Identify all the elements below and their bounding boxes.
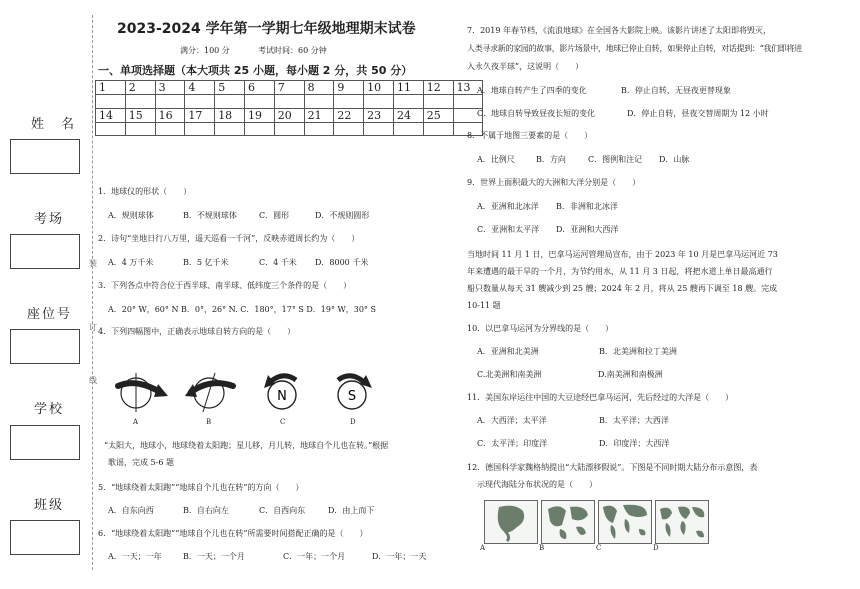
q11-option-a: A．大西洋；太平洋 — [477, 416, 547, 425]
seat-number-field[interactable] — [10, 329, 80, 364]
answer-cell-blank[interactable] — [185, 122, 215, 136]
q6-option-c: C．一年；一个月 — [283, 552, 346, 561]
panama-passage-4: 10-11 题 — [467, 301, 501, 310]
question-12-line-2: 示现代海陆分布状况的是（ ） — [477, 480, 597, 489]
q11-option-b: B．太平洋；大西洋 — [599, 416, 669, 425]
answer-cell-blank[interactable] — [244, 95, 274, 109]
answer-cell-blank[interactable] — [393, 122, 423, 136]
q4-letter-b: B — [206, 418, 212, 426]
drift-map-c — [598, 500, 652, 544]
answer-cell-blank[interactable] — [274, 95, 304, 109]
north-pole-label: N — [277, 389, 287, 404]
q4-figure-d — [332, 366, 376, 414]
drift-map-letter-a: A — [480, 544, 486, 552]
answer-cell-number: 16 — [155, 108, 185, 122]
answer-cell-blank[interactable] — [334, 122, 364, 136]
full-score: 满分：100 分 — [180, 46, 230, 55]
binding-line — [92, 15, 93, 570]
answer-cell-number: 17 — [185, 108, 215, 122]
answer-cell-number: 19 — [244, 108, 274, 122]
answer-cell-number: 15 — [125, 108, 155, 122]
answer-cell-blank[interactable] — [96, 122, 126, 136]
rhyme-passage: “太阳大，地球小，地球绕着太阳跑；星儿移，月儿转，地球自个儿也在转。”根据 — [104, 441, 389, 450]
answer-cell-blank[interactable] — [453, 95, 483, 109]
question-8: 8．不属于地图三要素的是（ ） — [467, 131, 593, 140]
south-pole-label: S — [347, 389, 357, 404]
exam-room-label: 考场 — [34, 212, 65, 227]
answer-cell-number: 4 — [185, 81, 215, 95]
answer-cell-number: 11 — [393, 81, 423, 95]
q4-figure-a — [114, 370, 170, 412]
answer-grid — [95, 80, 483, 136]
answer-row-numbers-1 — [96, 81, 483, 95]
answer-cell-blank[interactable] — [155, 122, 185, 136]
q4-letter-c: C — [280, 418, 286, 426]
q6-option-b: B．一天；一个月 — [183, 552, 245, 561]
answer-cell-number: 12 — [423, 81, 453, 95]
answer-cell-blank[interactable] — [423, 122, 453, 136]
question-7-line-2: 人类寻求新的家园的故事，影片场景中，地球已停止自转，如果停止自转，对话提到：“我们即将进 — [467, 44, 802, 53]
q6-option-d: D．一年；一天 — [372, 552, 427, 561]
q10-option-c: C.北美洲和南美洲 — [477, 370, 542, 379]
q5-option-b: B．自右向左 — [183, 506, 229, 515]
school-label: 学校 — [34, 402, 65, 417]
answer-cell-number: 25 — [423, 108, 453, 122]
q11-option-c: C．太平洋；印度洋 — [477, 439, 548, 448]
q2-option-a: A．4 万千米 — [108, 258, 154, 267]
q4-letter-a: A — [133, 418, 139, 426]
q1-option-b: B．不规则球体 — [183, 211, 237, 220]
exam-room-field[interactable] — [10, 234, 80, 269]
q10-option-b: B．北美洲和拉丁美洲 — [599, 347, 677, 356]
binding-char-xian: 线 — [89, 376, 97, 385]
answer-row-numbers-2 — [96, 108, 483, 122]
answer-cell-number: 7 — [274, 81, 304, 95]
q6-option-a: A．一天；一年 — [108, 552, 162, 561]
question-5: 5．“地球绕着太阳跑”“地球自个儿也在转”的方向（ ） — [98, 483, 304, 492]
exam-time: 考试时间：60 分钟 — [258, 46, 327, 55]
question-4: 4．下列四幅图中，正确表示地球自转方向的是（ ） — [98, 327, 296, 336]
drift-map-b — [541, 500, 595, 544]
answer-row-blank-2 — [96, 122, 483, 136]
school-field[interactable] — [10, 425, 80, 460]
panama-passage-1: 当地时间 11 月 1 日，巴拿马运河管理局宣布，由于 2023 年 10 月是巴拿马运河近 73 — [467, 250, 778, 259]
answer-cell-blank[interactable] — [96, 95, 126, 109]
drift-map-a — [484, 500, 538, 544]
answer-cell-blank[interactable] — [334, 95, 364, 109]
class-label: 班级 — [34, 498, 65, 513]
question-11: 11．美国东岸运往中国的大豆途经巴拿马运河，先后经过的大洋是（ ） — [467, 393, 734, 402]
question-12-line-1: 12．德国科学家魏格纳提出“大陆漂移假说”。下图是不同时期大陆分布示意图，表 — [467, 463, 758, 472]
rhyme-passage-2: 歌谣，完成 5-6 题 — [108, 458, 174, 467]
q5-option-d: D．由上而下 — [328, 506, 375, 515]
q7-option-d: D．停止自转，昼夜交替周期为 12 小时 — [627, 109, 769, 118]
drift-map-letter-c: C — [596, 544, 602, 552]
q1-option-d: D．不规则圆形 — [315, 211, 370, 220]
q10-option-a: A．亚洲和北美洲 — [477, 347, 539, 356]
q9-option-d: D．亚洲和大西洋 — [556, 225, 619, 234]
answer-cell-blank[interactable] — [185, 95, 215, 109]
class-field[interactable] — [10, 520, 80, 555]
answer-cell-number: 3 — [155, 81, 185, 95]
answer-cell-blank[interactable] — [155, 95, 185, 109]
answer-cell-blank[interactable] — [304, 122, 334, 136]
answer-cell-number: 14 — [96, 108, 126, 122]
answer-cell-number: 18 — [215, 108, 245, 122]
question-9: 9．世界上面积最大的大洲和大洋分别是（ ） — [467, 178, 641, 187]
q8-option-b: B．方向 — [536, 155, 566, 164]
answer-cell-number: 22 — [334, 108, 364, 122]
q1-option-a: A．规则球体 — [108, 211, 154, 220]
question-1: 1．地球仪的形状（ ） — [98, 187, 192, 196]
answer-cell-number: 13 — [453, 81, 483, 95]
answer-cell-number: 6 — [244, 81, 274, 95]
answer-cell-number: 9 — [334, 81, 364, 95]
answer-cell-number: 1 — [96, 81, 126, 95]
drift-map-letter-b: B — [539, 544, 545, 552]
drift-map-letter-d: D — [653, 544, 659, 552]
q5-option-c: C．自西向东 — [259, 506, 306, 515]
answer-cell-blank[interactable] — [125, 122, 155, 136]
q8-option-a: A．比例尺 — [477, 155, 515, 164]
name-label: 姓 名 — [31, 117, 77, 132]
q9-option-c: C．亚洲和太平洋 — [477, 225, 540, 234]
page-title: 2023-2024 学年第一学期七年级地理期末试卷 — [117, 21, 416, 37]
q4-figure-c — [262, 366, 306, 414]
answer-cell-number: 23 — [364, 108, 394, 122]
q1-option-c: C．圆形 — [259, 211, 290, 220]
question-10: 10．以巴拿马运河为分界线的是（ ） — [467, 324, 614, 333]
q8-option-d: D．山脉 — [659, 155, 690, 164]
answer-cell-blank[interactable] — [244, 122, 274, 136]
section-heading: 一、单项选择题（本大项共 25 小题，每小题 2 分，共 50 分） — [98, 64, 413, 77]
answer-cell-number: 8 — [304, 81, 334, 95]
name-field[interactable] — [10, 139, 80, 174]
drift-map-d — [655, 500, 709, 544]
q3-options: A．20° W，60° N B．0°，26° N. C．180°，17° S D．19° W，30° S — [108, 305, 376, 314]
q7-option-c: C．地球自转导致昼夜长短的变化 — [477, 109, 596, 118]
q2-option-c: C．4 千米 — [259, 258, 297, 267]
question-7-line-1: 7．2019 年春节档，《流浪地球》在全国各大影院上映。该影片讲述了太阳即将毁灭， — [467, 26, 771, 35]
answer-cell-number: 2 — [125, 81, 155, 95]
answer-cell-number: 20 — [274, 108, 304, 122]
q9-option-a: A．亚洲和北冰洋 — [477, 202, 539, 211]
question-3: 3．下列各点中符合位于西半球、南半球、低纬度三个条件的是（ ） — [98, 281, 352, 290]
answer-cell-blank[interactable] — [215, 95, 245, 109]
answer-cell-blank[interactable] — [274, 122, 304, 136]
answer-cell-blank[interactable] — [393, 95, 423, 109]
q2-option-d: D．8000 千米 — [315, 258, 369, 267]
answer-cell-blank[interactable] — [215, 122, 245, 136]
binding-char-zhuang: 装 — [89, 259, 97, 268]
answer-cell-blank[interactable] — [125, 95, 155, 109]
answer-cell-blank[interactable] — [423, 95, 453, 109]
q11-option-d: D．印度洋；大西洋 — [599, 439, 670, 448]
binding-char-ding: 订 — [89, 323, 97, 332]
answer-cell-number: 21 — [304, 108, 334, 122]
panama-passage-2: 年来遭遇的最干旱的一个月，为节约用水，从 11 月 3 日起，将把水道上单日最高通行 — [467, 267, 773, 276]
question-2: 2．诗句“坐地日行八万里，遥天巡看一千河”，反映赤道周长约为（ ） — [98, 234, 360, 243]
question-6: 6．“地球绕着太阳跑”“地球自个儿也在转”所需要时间搭配正确的是（ ） — [98, 529, 368, 538]
answer-cell-number: 5 — [215, 81, 245, 95]
q9-option-b: B．非洲和北冰洋 — [556, 202, 618, 211]
answer-cell-number: 10 — [364, 81, 394, 95]
q4-figure-b — [185, 370, 241, 412]
q7-option-b: B．停止自转，无昼夜更替现象 — [621, 86, 731, 95]
q7-option-a: A．地球自转产生了四季的变化 — [477, 86, 587, 95]
q5-option-a: A．自东向西 — [108, 506, 154, 515]
panama-passage-3: 船只数量从每天 31 艘减少到 25 艘；2024 年 2 月，将从 25 艘再下调至 18 艘。完成 — [467, 284, 778, 293]
answer-cell-blank[interactable] — [364, 122, 394, 136]
q2-option-b: B．5 亿千米 — [183, 258, 229, 267]
answer-cell-blank[interactable] — [364, 95, 394, 109]
question-7-line-3: 入永久夜半球”，这说明（ ） — [467, 62, 584, 71]
answer-row-blank-1 — [96, 95, 483, 109]
answer-cell-blank[interactable] — [304, 95, 334, 109]
q8-option-c: C．图例和注记 — [588, 155, 643, 164]
q10-option-d: D.南美洲和南极洲 — [598, 370, 663, 379]
q4-letter-d: D — [350, 418, 356, 426]
seat-number-label: 座位号 — [27, 307, 73, 322]
answer-cell-number: 24 — [393, 108, 423, 122]
